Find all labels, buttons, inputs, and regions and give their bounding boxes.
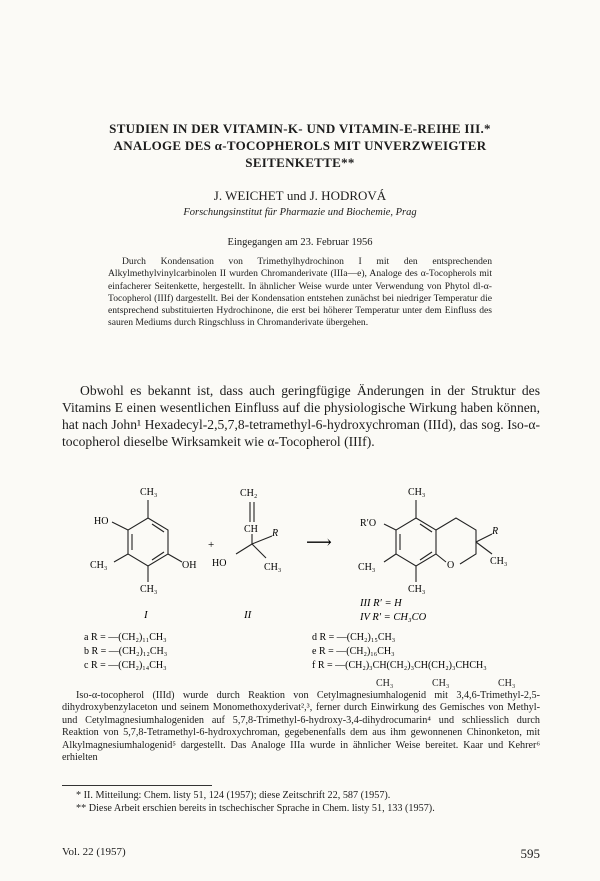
author-2-initial: J. H	[309, 188, 331, 203]
r-def-e: e R = —(CH₂)₁₆CH₃	[312, 646, 395, 657]
r-def-f-methyls	[0, 678, 600, 690]
branch-methyl: CH₃	[432, 678, 450, 689]
footnote: ** Diese Arbeit erschien bereits in tschechischer Sprache in Chem. listy 51, 133 (1957).	[76, 802, 435, 814]
reaction-scheme	[60, 478, 540, 678]
branch-methyl: CH₃	[498, 678, 516, 689]
author-connector: und	[283, 188, 310, 203]
label-IV: IV R′ = CH₃CO	[360, 612, 427, 623]
abstract: Durch Kondensation von Trimethylhydrochinon I mit den entsprechenden Alkylmethylvinylcarbinolen II wurden Chromanderivate (IIIa—e), Analoge des α-Tocopherols mit einfacherer Seitenkette, hergestellt. In ähnlicher Weise wurde unter Verwendung von Phytol dl-α-Tocopherol (IIIf) dargestellt. Bei der Kondensation entstehen zunächst bei niedriger Temperatur die entsprechend substituierten Hydrochinone, die erst bei höherer Temperatur unter dem Einfluss des sauren Mediums durch Ringschluss in Chromanderivate übergehen.	[108, 256, 492, 329]
label-I: I	[144, 609, 148, 621]
mol-III-rprime-o: R′O	[360, 518, 377, 529]
plus-sign: +	[208, 539, 215, 551]
footnotes	[62, 790, 540, 815]
mol-III-ch3-top: CH₃	[408, 487, 426, 498]
title-line: SEITENKETTE**	[245, 155, 355, 170]
reaction-arrow: ⟶	[306, 532, 332, 552]
body-paragraph-2: Iso-α-tocopherol (IIId) wurde durch Reaktion von Cetylmagnesiumhalogenid mit 3,4,6-Trimethyl-2,5-dihydroxybenzylaceton und seinem Monomethoxyderivat²,³, ferner durch Einwirkung des Gemisches von Methyl- und Cetylmagnesiumhalogeniden auf 5,7,8-Trimethyl-6-hydroxy-3,4-dihydrocumarin⁴ und schliesslich durch Reaktion von 5,7,8-Tetramethyl-6-hydroxychroman, gegebenenfalls dem aus ihm gewonnenen Chinonketon, mit Alkylmagnesiumhalogenid⁵ dargestellt. Das Analoge IIIa wurde in ähnlicher Weise bereitet. Kaar und Kehrer⁶ erhielten	[62, 690, 540, 764]
mol-I-ho: HO	[94, 516, 109, 527]
author-2-surname: ODROVÁ	[330, 188, 387, 203]
author-1-initial: J. W	[213, 188, 238, 203]
footnote-rule	[62, 785, 212, 786]
footnote: * II. Mitteilung: Chem. listy 51, 124 (1957); diese Zeitschrift 22, 587 (1957).	[76, 790, 391, 801]
mol-III-ch3-right: CH₃	[490, 556, 508, 567]
r-def-d: d R = —(CH₂)₁₅CH₃	[312, 632, 396, 643]
mol-II-ch: CH	[244, 524, 258, 535]
title-line: ANALOGE DES α-TOCOPHEROLS MIT UNVERZWEIGTER	[113, 138, 487, 153]
title-line: STUDIEN IN DER VITAMIN-K- UND VITAMIN-E-REIHE III.*	[109, 121, 491, 136]
institution: Forschungsinstitut für Pharmazie und Biochemie, Prag	[183, 207, 417, 218]
molecule-III-rings	[384, 500, 492, 582]
mol-III-o: O	[447, 560, 455, 571]
mol-II-ch2: CH₂	[240, 488, 258, 499]
molecule-I-ring	[112, 500, 182, 582]
mol-I-ch3-bottom: CH₃	[140, 584, 158, 595]
mol-II-ho: HO	[212, 558, 227, 569]
mol-I-oh: OH	[182, 560, 197, 571]
r-def-f: f R = —(CH₂)₃CH(CH₂)₃CH(CH₂)₃CHCH₃	[312, 660, 487, 671]
r-def-a: a R = —(CH₂)₁₁CH₃	[84, 632, 167, 643]
label-III: III R′ = H	[360, 598, 402, 609]
author-1-surname: EICHET	[237, 188, 284, 203]
article-title	[60, 120, 540, 171]
branch-methyl: CH₃	[376, 678, 394, 689]
page-footer	[62, 846, 540, 862]
r-def-b: b R = —(CH₂)₁₂CH₃	[84, 646, 168, 657]
mol-III-ch3-left: CH₃	[358, 562, 376, 573]
page-number: 595	[520, 846, 540, 861]
mol-III-ch3-bottom: CH₃	[408, 584, 426, 595]
mol-I-ch3-left: CH₃	[90, 560, 108, 571]
mol-II-ch3: CH₃	[264, 562, 282, 573]
received-date: Eingegangen am 23. Februar 1956	[227, 237, 373, 248]
mol-I-ch3-top: CH₃	[140, 487, 158, 498]
mol-II-r: R	[272, 528, 279, 539]
body-paragraph-1: Obwohl es bekannt ist, dass auch geringfügige Änderungen in der Struktur des Vitamins E einen wesentlichen Einfluss auf die physiologische Wirkung haben können, hat nach John¹ Hexadecyl-2,5,7,8-tetramethyl-6-hydroxychroman (IIId), das sog. Iso-α-tocopherol dieselbe Wirksamkeit wie α-Tocopherol (IIIf).	[62, 383, 540, 449]
r-def-c: c R = —(CH₂)₁₄CH₃	[84, 660, 167, 671]
authors	[60, 188, 540, 204]
mol-III-r: R	[492, 526, 499, 537]
label-II: II	[244, 609, 252, 621]
journal-volume: Vol. 22 (1957)	[62, 846, 126, 858]
